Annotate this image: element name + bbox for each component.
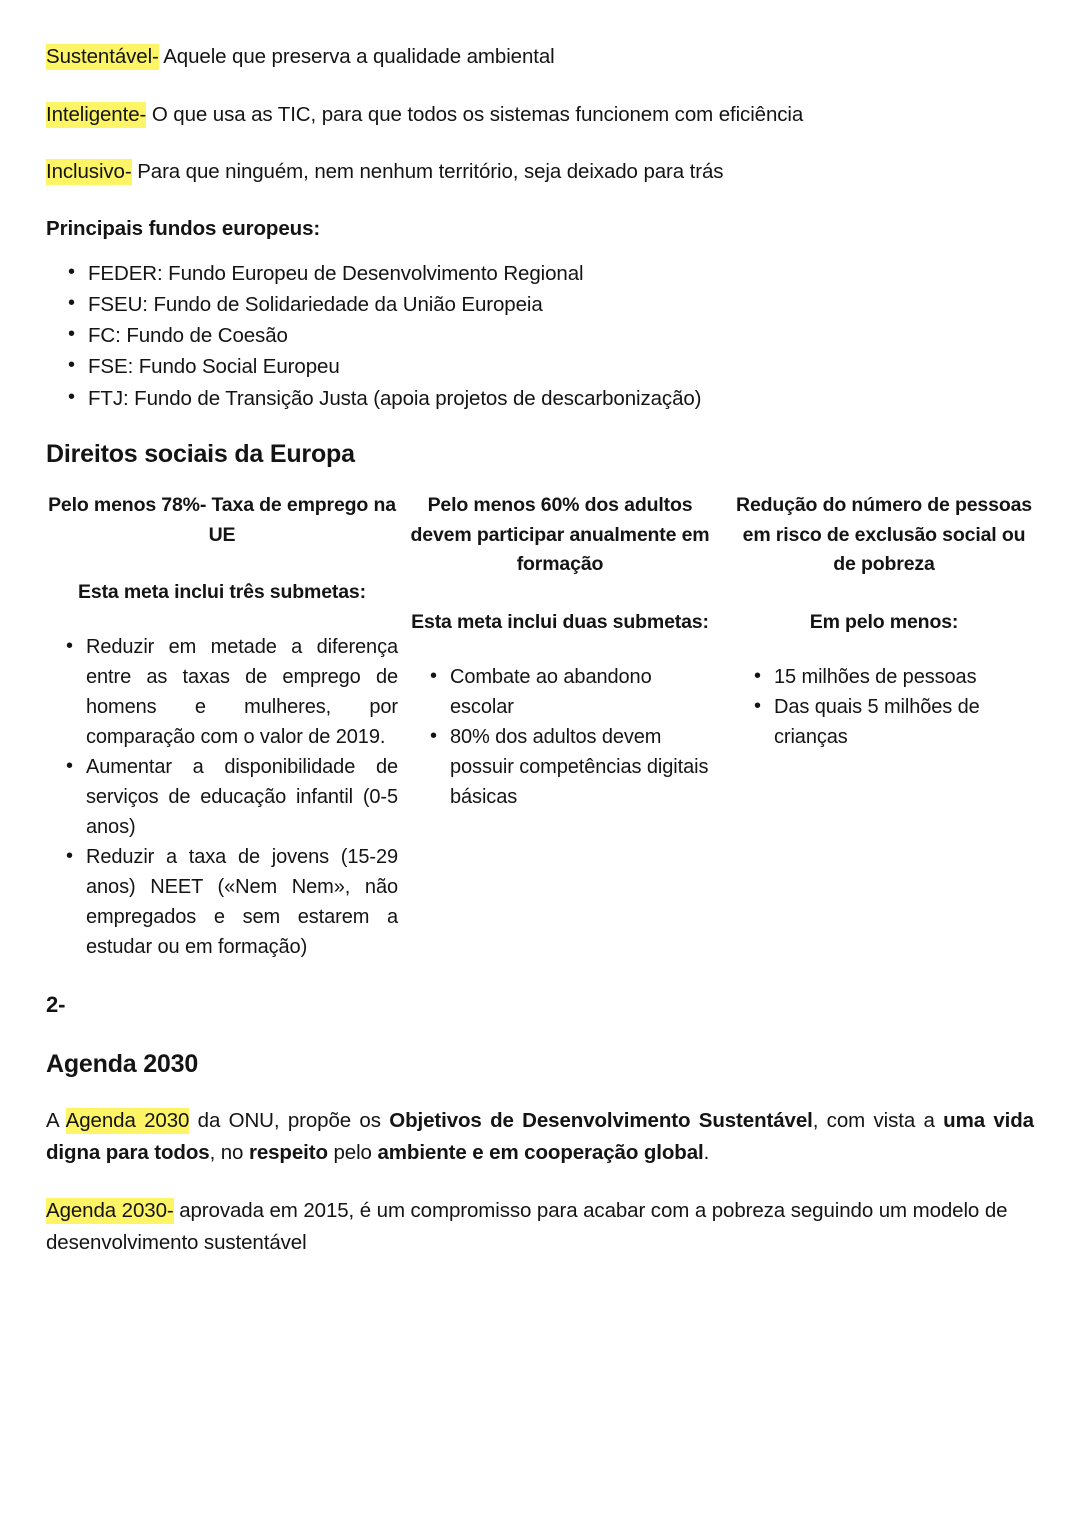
column-subgoal-heading: Em pelo menos:	[809, 611, 959, 634]
agenda-paragraph-2	[46, 1195, 1034, 1259]
text-run: , no	[209, 1141, 249, 1165]
column-subgoal-heading: Esta meta inclui duas submetas:	[411, 611, 709, 634]
highlighted-term: Inteligente-	[46, 102, 147, 126]
list-item: • Das quais 5 milhões de crianças	[734, 692, 1034, 752]
agenda-paragraph-1	[46, 1105, 1034, 1169]
list-item: • FEDER: Fundo Europeu de Desenvolvimento Regional	[46, 258, 1034, 289]
section-number-label: 2-	[46, 992, 66, 1018]
social-rights-column-3	[716, 491, 1034, 752]
text-run: .	[703, 1141, 710, 1165]
bold-run: respeito	[248, 1141, 328, 1165]
column-goal-heading: Pelo menos 78%- Taxa de emprego na UE	[48, 493, 396, 546]
funds-heading: Principais fundos europeus:	[46, 216, 321, 240]
list-item: • Combate ao abandono escolar	[410, 662, 710, 722]
column-goal-heading: Pelo menos 60% dos adultos devem participar anualmente em formação	[410, 493, 710, 576]
list-item	[46, 632, 398, 752]
bold-run: Objetivos de Desenvolvimento Sustentável	[389, 1109, 813, 1133]
column-list	[46, 632, 398, 962]
list-item: • FSE: Fundo Social Europeu	[46, 351, 1034, 382]
list-item-text: • Reduzir em metade a diferença entre as taxas de emprego de homens e mulheres, por comparação com o valor de 2019.	[86, 636, 398, 749]
list-item	[46, 842, 398, 962]
definition-text: Para que ninguém, nem nenhum território, seja deixado para trás	[131, 160, 724, 184]
list-item: • FSEU: Fundo de Solidariedade da União Europeia	[46, 289, 1034, 320]
definition-text: Aquele que preserva a qualidade ambiental	[158, 45, 555, 68]
list-item-text: • Reduzir a taxa de jovens (15-29 anos) NEET («Nem Nem», não empregados e sem estarem a estudar ou em formação)	[86, 846, 398, 959]
social-rights-column-2	[404, 491, 716, 812]
list-item-text: • Aumentar a disponibilidade de serviços de educação infantil (0-5 anos)	[86, 756, 398, 839]
social-rights-columns	[46, 491, 1034, 962]
column-subgoal-heading: Esta meta inclui três submetas:	[78, 581, 366, 604]
agenda-title: Agenda 2030	[46, 1050, 199, 1079]
bold-run: ambiente e em cooperação global	[377, 1141, 704, 1165]
bold-run: uma vida digna para todos	[46, 1109, 1034, 1165]
highlighted-term: Agenda 2030-	[46, 1199, 174, 1223]
definition-text: O que usa as TIC, para que todos os sistemas funcionem com eficiência	[146, 102, 804, 126]
list-item: • 15 milhões de pessoas	[734, 662, 1034, 692]
highlighted-term: Inclusivo-	[46, 160, 132, 184]
highlighted-term: Sustentável-	[46, 45, 159, 68]
list-item: • 80% dos adultos devem possuir competências digitais básicas	[410, 722, 710, 812]
page-title: Direitos sociais da Europa	[46, 439, 355, 468]
definitions-block	[46, 44, 1034, 186]
column-list	[734, 662, 1034, 752]
text-run: , com vista a	[812, 1109, 944, 1133]
text-run: A	[46, 1109, 66, 1133]
list-item: • FTJ: Fundo de Transição Justa (apoia projetos de descarbonização)	[46, 383, 1034, 414]
funds-list	[46, 258, 1034, 414]
definition-line	[46, 44, 1034, 71]
social-rights-column-1	[46, 491, 404, 962]
definition-line	[46, 102, 1034, 129]
text-run: da ONU, propõe os	[189, 1109, 390, 1133]
list-item	[46, 752, 398, 842]
definition-line	[46, 159, 1034, 186]
text-run: aprovada em 2015, é um compromisso para acabar com a pobreza seguindo um modelo de desenvolvimento sustentável	[46, 1199, 1008, 1255]
list-item: • FC: Fundo de Coesão	[46, 320, 1034, 351]
highlighted-term: Agenda 2030	[65, 1109, 190, 1133]
column-goal-heading: Redução do número de pessoas em risco de exclusão social ou de pobreza	[736, 493, 1032, 576]
column-list	[410, 662, 710, 812]
text-run: pelo	[327, 1141, 378, 1165]
